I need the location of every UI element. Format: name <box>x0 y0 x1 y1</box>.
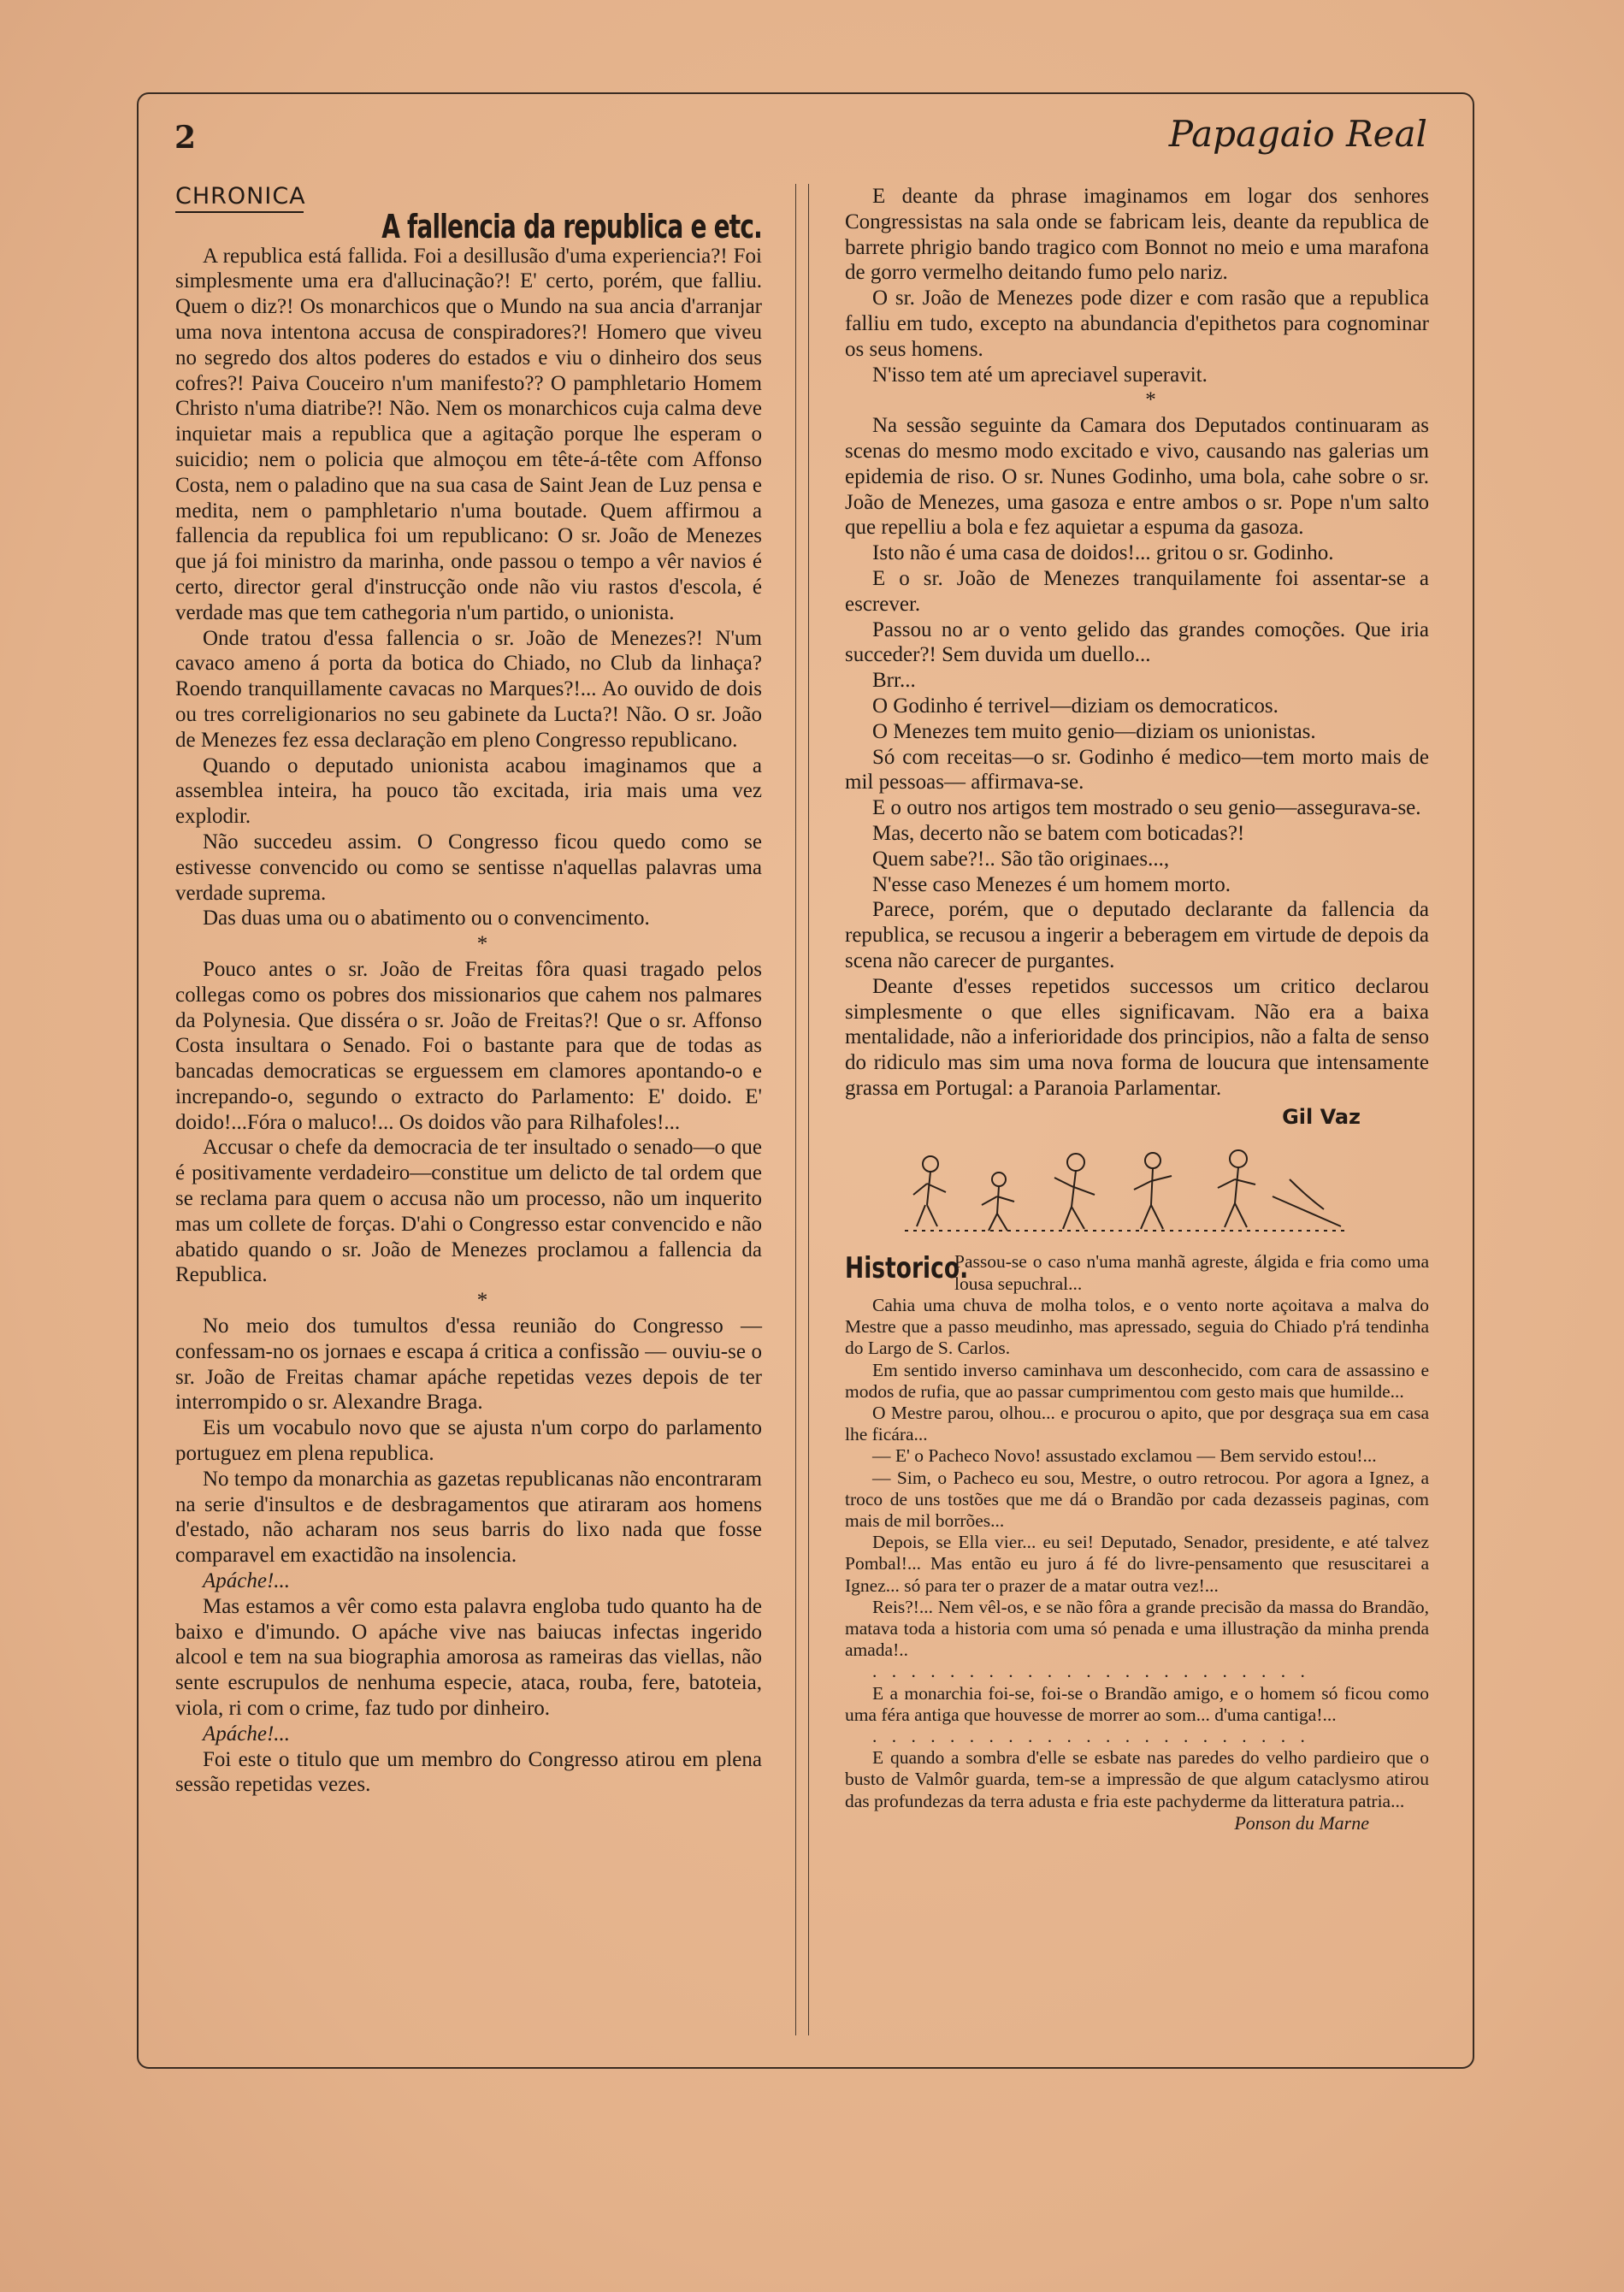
paragraph: N'isso tem até um apreciavel superavit. <box>872 363 1208 387</box>
article-headline: A fallencia da republica e etc. <box>381 207 762 245</box>
paragraph: E quando a sombra d'elle se esbate nas paredes do velho pardieiro que o busto de Valmôr guarda, tem-se a impressão de que algum cataclysmo atirou das profundezas da terra adusta e fria este pachyderme da litteratura patria... <box>845 1747 1429 1811</box>
paragraph: — Sim, o Pacheco eu sou, Mestre, o outro retrocou. Por agora a Ignez, a troco de uns tostões que me dá o Brandão por cada dezasseis paginas, com mais de mil borrões... <box>845 1467 1429 1531</box>
paragraph: No tempo da monarchia as gazetas republicanas não encontraram na serie d'insultos e de desbragamentos que atiraram aos homens d'estado, não acharam nos seus barris do lixo nada que fosse comparavel em exactidão na insolencia. <box>175 1467 762 1568</box>
paragraph: No meio dos tumultos d'essa reunião do Congresso — confessam-no os jornaes e escapa á critica a confissão — ouviu-se o sr. João de Freitas chamar apáche repetidas vezes depois de ter interrompido o sr. Alexandre Braga. <box>175 1314 762 1415</box>
journal-title: Papagaio Real <box>1168 113 1427 155</box>
paragraph: N'esse caso Menezes é um homem morto. <box>872 872 1231 896</box>
paragraph: Cahia uma chuva de molha tolos, e o vento norte açoitava a malva do Mestre que a passo meudinho, mas apressado, seguia do Chiado p'rá tendinha do Largo de S. Carlos. <box>845 1294 1429 1359</box>
ellipsis-separator: . . . . . . . . . . . . . . . . . . . . . . . <box>872 1725 1310 1746</box>
paragraph: Mas estamos a vêr como esta palavra engloba tudo quanto ha de baixo e d'imundo. O apáche vive nas baiucas infectas ingerido alcool e tem na sua biographia amorosa as rameiras das viellas, não sente escrupulos de nenhuma especie, ataca, rouba, fere, batoteia, viola, ri com o crime, faz tudo por dinheiro. <box>175 1594 762 1721</box>
section-rubric: CHRONICA <box>175 184 304 213</box>
section-separator: * <box>1145 388 1156 412</box>
section-separator: * <box>476 1289 488 1313</box>
paragraph: — E' o Pacheco Novo! assustado exclamou — Bem servido estou!... <box>872 1445 1377 1467</box>
paragraph: Accusar o chefe da democracia de ter insultado o senado—o que é positivamente verdadeiro—constitue um delicto de tal ordem que se reclama para quem o accusa não um processo, não um inquerito mas um collete de forças. D'ahi o Congresso estar convencido e não abatido quando o sr. João de Menezes proclamou a fallencia da Republica. <box>175 1136 762 1287</box>
column-divider <box>795 184 809 2035</box>
paragraph: Quem sabe?!.. São tão originaes..., <box>872 847 1170 871</box>
paragraph: Isto não é uma casa de doidos!... gritou o sr. Godinho. <box>872 541 1334 565</box>
left-column <box>175 184 762 1798</box>
historico-section <box>845 1251 1429 1833</box>
caricature-illustration <box>896 1145 1358 1239</box>
paragraph: Quando o deputado unionista acabou imaginamos que a assemblea inteira, ha pouco tão excitada, iria mais uma vez explodir. <box>175 753 762 829</box>
paragraph: Pouco antes o sr. João de Freitas fôra quasi tragado pelos collegas como os pobres dos missionarios que cahem nos palmares da Polynesia. Que disséra o sr. João de Freitas?! Que o sr. Affonso Costa insultara o Senado. Foi o bastante para que de todas as bancadas democraticas se erguessem em clamores apontando-o e increpando-o, segundo o extracto do Parlamento: E' doido. E' doido!...Fóra o maluco!... Os doidos vão para Rilhafoles!... <box>175 957 762 1134</box>
paragraph: Em sentido inverso caminhava um desconhecido, com cara de assassino e modos de rufia, que ao passar cumprimentou com gesto mais que humilde... <box>845 1359 1429 1402</box>
paragraph: Na sessão seguinte da Camara dos Deputados continuaram as scenas do mesmo modo excitado e vivo, causando nas galerias um epidemia de riso. O sr. Nunes Godinho, uma bola, cahe sobre o sr. João de Menezes, uma gasoza e entre ambos o sr. Pope n'um salto que repelliu a bola e fez aquietar a espuma da gasoza. <box>845 414 1429 540</box>
paragraph: Parece, porém, que o deputado declarante da fallencia da republica, se recusou a ingerir a beberagem em virtude de depois da scena não carecer de purgantes. <box>845 898 1429 972</box>
paragraph: Deante d'esses repetidos successos um critico declarou simplesmente o que elles significavam. Não era a baixa mentalidade, não a inferioridade dos principios, não a falta de senso do ridiculo mas sim uma nova forma de loucura que intensamente grassa em Portugal: a Paranoia Parlamentar. <box>845 974 1429 1100</box>
paragraph: Eis um vocabulo novo que se ajusta n'um corpo do parlamento portuguez em plena republica. <box>175 1416 762 1466</box>
paragraph: Das duas uma ou o abatimento ou o convencimento. <box>203 907 650 930</box>
paragraph: O Menezes tem muito genio—diziam os unionistas. <box>872 719 1316 743</box>
paragraph: Depois, se Ella vier... eu sei! Deputado, Senador, presidente, e até talvez Pombal!... Mas então eu juro á fé do livre-pensamento que resuscitarei a Ignez... só para ter o prazer de a matar outra vez!... <box>845 1532 1429 1596</box>
paragraph: E deante da phrase imaginamos em logar dos senhores Congressistas na sala onde se fabricam leis, deante da republica de barrete phrigio bando tragico com Bonnot no meio e uma marafona de gorro vermelho deitando fumo pelo nariz. <box>845 185 1429 285</box>
paragraph: Foi este o titulo que um membro do Congresso atirou em plena sessão repetidas vezes. <box>175 1747 762 1797</box>
author-signature: Gil Vaz <box>1282 1104 1361 1129</box>
section-separator: * <box>476 932 488 956</box>
ellipsis-separator: . . . . . . . . . . . . . . . . . . . . . . . <box>872 1661 1310 1682</box>
paragraph: O Mestre parou, olhou... e procurou o apito, que por desgraça sua em casa lhe ficára... <box>845 1402 1429 1445</box>
paragraph: Não succedeu assim. O Congresso ficou quedo como se estivesse convencido ou como se sentisse n'aquellas palavras uma verdade suprema. <box>175 830 762 905</box>
paragraph: E o sr. João de Menezes tranquilamente foi assentar-se a escrever. <box>845 566 1429 616</box>
paragraph: E a monarchia foi-se, foi-se o Brandão amigo, e o homem só ficou como uma féra antiga que houvesse de morrer ao som... d'uma cantiga!... <box>845 1682 1429 1725</box>
paragraph: O sr. João de Menezes pode dizer e com rasão que a republica falliu em tudo, excepto na abundancia d'epithetos para cognominar os seus homens. <box>845 286 1429 361</box>
paragraph: Passou-se o caso n'uma manhã agreste, álgida e fria como uma lousa sepuchral... <box>954 1251 1429 1294</box>
historico-heading: Historico. <box>845 1251 969 1286</box>
paragraph: Brr... <box>872 669 916 693</box>
paragraph: Apáche!... <box>203 1722 291 1746</box>
paragraph: Mas, decerto não se batem com boticadas?! <box>872 821 1245 845</box>
paragraph: A republica está fallida. Foi a desillusão d'uma experiencia?! Foi simplesmente uma era d'allucinação?! E' certo, porém, que falliu. Quem o diz?! Os monarchicos que o Mundo na sua ancia d'arranjar uma nova intentona accusa de conspiradores?! Homero que viveu no segredo dos altos poderes do estados e viu o dinheiro dos seus cofres?! Paiva Couceiro n'um manifesto?? O pamphletario Homem Christo n'uma diatribe?! Não. Nem os monarchicos cuja calma deve inquietar mais a republica que a agitação porque lhe esperam o suicidio; nem o policia que almoçou em tête-á-tête com Affonso Costa, nem o paladino que na sua casa de Saint Jean de Luz pensa e medita, nem o pamphletario n'uma boutade. Quem affirmou a fallencia da republica foi um republicano: O sr. João de Menezes que já foi ministro da marinha, onde passou o tempo a vêr navios é certo, director geral d'instrucção onde não viu rastos d'escola, é verdade mas que tem cathegoria n'um partido, o unionista. <box>175 244 762 624</box>
right-column <box>845 184 1429 1834</box>
paragraph: Passou no ar o vento gelido das grandes comoções. Que iria succeder?! Sem duvida um duello... <box>845 617 1429 667</box>
paragraph: O Godinho é terrivel—diziam os democraticos. <box>872 694 1279 718</box>
author-signature: Ponson du Marne <box>1234 1811 1369 1834</box>
paragraph: E o outro nos artigos tem mostrado o seu genio—assegurava-se. <box>872 796 1421 820</box>
paragraph: Só com receitas—o sr. Godinho é medico—tem morto mais de mil pessoas— affirmava-se. <box>845 745 1429 795</box>
page-number: 2 <box>174 120 197 156</box>
paragraph: Reis?!... Nem vêl-os, e se não fôra a grande precisão da massa do Brandão, matava toda a historia com uma só penada e uma illustração da minha prenda amada!.. <box>845 1596 1429 1661</box>
paragraph: Onde tratou d'essa fallencia o sr. João de Menezes?! N'um cavaco ameno á porta da botica do Chiado, no Club da linhaça? Roendo tranquillamente cavacas no Marques?!... Ao ouvido de dois ou tres correligionarios no seu gabinete da Lucta?! Não. O sr. João de Menezes fez essa declaração em pleno Congresso republicano. <box>175 626 762 752</box>
paragraph: Apáche!... <box>203 1569 291 1593</box>
